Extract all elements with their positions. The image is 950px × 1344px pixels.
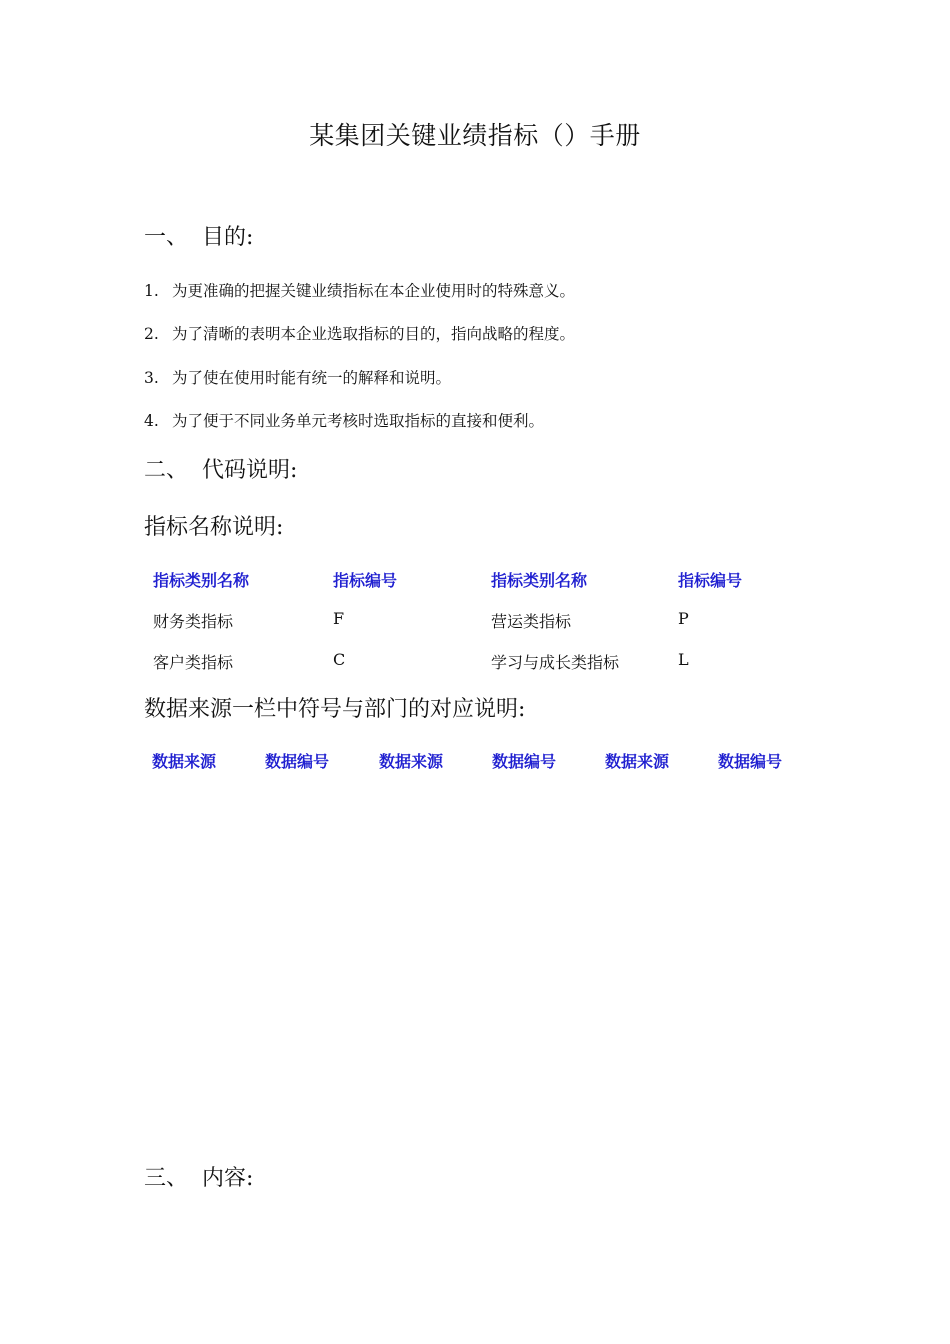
table-header-cell: 数据编号 xyxy=(718,752,783,771)
purpose-item-index: 2. xyxy=(144,325,159,343)
purpose-item-text: 为了便于不同业务单元考核时选取指标的直接和便利。 xyxy=(172,412,545,430)
section-1-number: 一、 xyxy=(144,225,189,250)
purpose-item xyxy=(144,279,575,301)
table-header-cell: 指标编号 xyxy=(678,571,743,590)
table-header-cell: 数据来源 xyxy=(152,752,217,771)
section-3-heading xyxy=(144,1161,253,1192)
table-cell: 学习与成长类指标 xyxy=(491,653,620,672)
indicator-name-heading: 指标名称说明: xyxy=(144,515,284,540)
section-2-heading xyxy=(144,453,297,484)
purpose-item-text: 为了清晰的表明本企业选取指标的目的，指向战略的程度。 xyxy=(172,325,576,343)
document-title: 某集团关键业绩指标（）手册 xyxy=(309,121,641,150)
table-cell: F xyxy=(333,609,345,628)
table-cell: 客户类指标 xyxy=(153,653,234,672)
section-1-heading xyxy=(144,220,253,251)
table-header-cell: 数据编号 xyxy=(492,752,557,771)
table-cell: C xyxy=(333,650,346,669)
table-cell: P xyxy=(678,609,689,628)
table-header-cell: 数据来源 xyxy=(605,752,670,771)
table-cell: 营运类指标 xyxy=(491,612,572,631)
table-cell: 财务类指标 xyxy=(153,612,234,631)
purpose-item xyxy=(144,409,544,431)
purpose-item-index: 1. xyxy=(144,282,159,300)
table-header-cell: 指标类别名称 xyxy=(153,571,250,590)
table-header-cell: 数据来源 xyxy=(379,752,444,771)
purpose-item-text: 为了使在使用时能有统一的解释和说明。 xyxy=(172,369,452,387)
purpose-item-index: 4. xyxy=(144,412,159,430)
section-3-title: 内容: xyxy=(202,1166,254,1191)
table-cell: L xyxy=(678,650,689,669)
section-3-number: 三、 xyxy=(144,1166,189,1191)
purpose-item-text: 为更准确的把握关键业绩指标在本企业使用时的特殊意义。 xyxy=(172,282,576,300)
data-source-heading: 数据来源一栏中符号与部门的对应说明: xyxy=(144,697,526,722)
section-2-title: 代码说明: xyxy=(202,458,298,483)
section-1-title: 目的: xyxy=(202,225,254,250)
purpose-item xyxy=(144,366,451,388)
table-header-cell: 数据编号 xyxy=(265,752,330,771)
section-2-number: 二、 xyxy=(144,458,189,483)
table-header-cell: 指标类别名称 xyxy=(491,571,588,590)
purpose-item-index: 3. xyxy=(144,369,159,387)
purpose-item xyxy=(144,322,575,344)
table-header-cell: 指标编号 xyxy=(333,571,398,590)
